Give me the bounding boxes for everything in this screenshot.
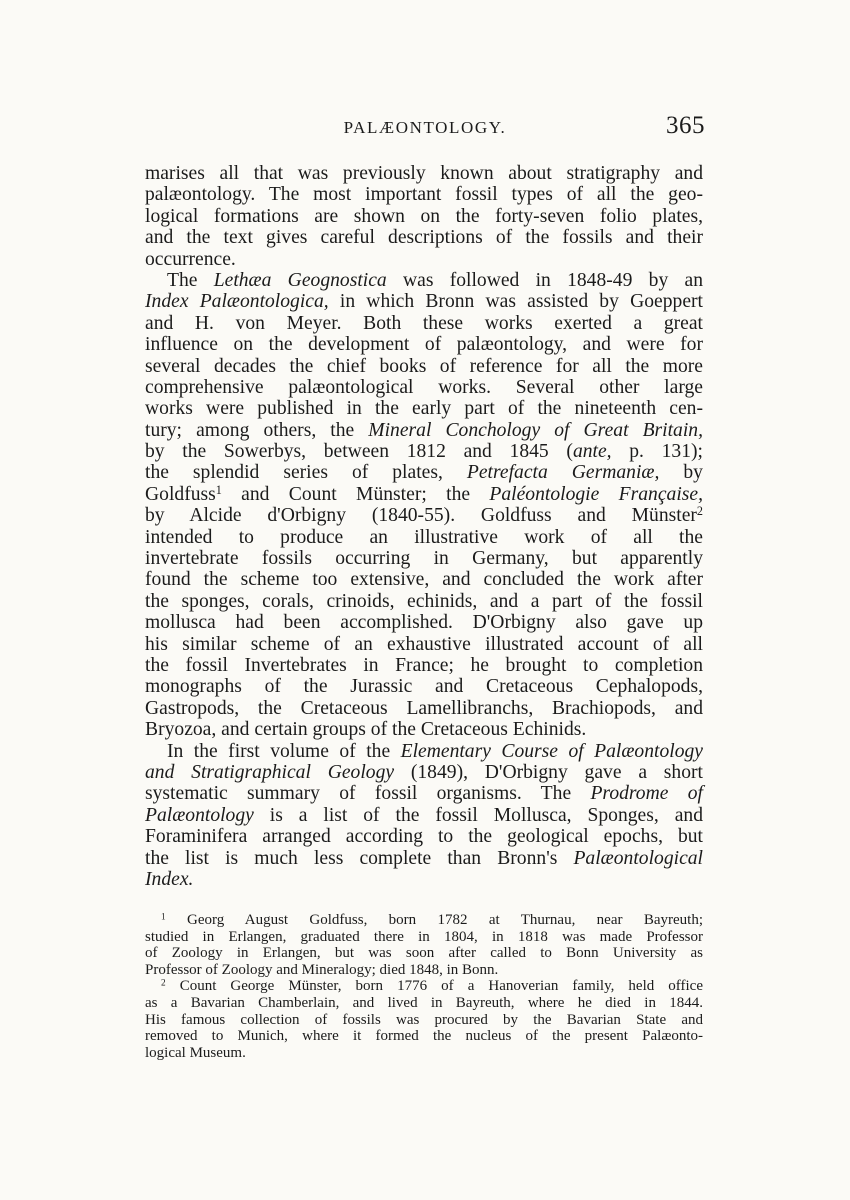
italic-title: Elementary Course of Palæontology — [400, 740, 703, 762]
italic-title: ante, — [572, 441, 612, 463]
body-line — [145, 356, 703, 377]
body-line — [145, 612, 703, 633]
text-run: his similar scheme of an exhaustive illustrated account of all — [145, 633, 703, 655]
body-line — [145, 548, 703, 569]
text-run: p. 131); — [611, 441, 703, 463]
body-line — [145, 441, 703, 462]
footnote-marker: 1 — [215, 482, 222, 497]
page-number: 365 — [666, 112, 705, 139]
body-line — [145, 398, 703, 419]
body-line — [145, 462, 703, 483]
text-run: intended to produce an illustrative work of all the — [145, 526, 703, 548]
text-run: is a list of the fossil Mollusca, Sponges, and — [253, 804, 703, 826]
italic-title: Index. — [145, 868, 194, 890]
text-run: (1849), D'Orbigny gave a short — [394, 761, 703, 783]
body-line — [145, 655, 703, 676]
italic-title: Palæontological — [573, 847, 703, 869]
text-run: palæontology. The most important fossil types of all the geo- — [145, 184, 703, 206]
body-line — [145, 634, 703, 655]
body-line — [145, 334, 703, 355]
text-run: removed to Munich, where it formed the nucleus of the present Palæonto- — [145, 1028, 703, 1045]
text-run: marises all that was previously known about stratigraphy and — [145, 163, 703, 184]
text-run: systematic summary of fossil organisms. The — [145, 783, 591, 805]
italic-title: and Stratigraphical Geology — [145, 761, 395, 783]
footnotes — [145, 912, 703, 1061]
text-run: logical Museum. — [145, 1044, 246, 1061]
text-run: works were published in the early part of the nineteenth cen- — [145, 398, 703, 420]
footnote-line — [145, 945, 703, 962]
text-run: occurrence. — [145, 248, 236, 270]
text-run: Bryozoa, and certain groups of the Cretaceous Echinids. — [145, 719, 587, 741]
text-run: was followed in 1848-49 by an — [386, 269, 703, 291]
body-line — [145, 484, 703, 505]
running-title: PALÆONTOLOGY. — [343, 118, 507, 137]
text-run: by — [659, 462, 703, 484]
italic-title: Prodrome of — [590, 783, 703, 805]
body-line — [145, 184, 703, 205]
text-run: the list is much less complete than Bronn's — [145, 847, 574, 869]
italic-title: Index Palæontologica, — [145, 291, 329, 313]
body-line — [145, 420, 703, 441]
text-run: Count George Münster, born 1776 of a Hanoverian family, held office — [165, 978, 703, 995]
text-run: logical formations are shown on the forty-seven folio plates, — [145, 205, 703, 227]
text-run: His famous collection of fossils was procured by the Bavarian State and — [145, 1011, 703, 1028]
body-line — [145, 676, 703, 697]
body-line — [145, 377, 703, 398]
footnote-line — [145, 978, 703, 995]
footnote-line — [145, 1045, 703, 1062]
text-run: and Count Münster; the — [221, 483, 490, 505]
italic-title: Palæontology — [145, 804, 254, 826]
body-line — [145, 163, 703, 184]
body-line — [145, 591, 703, 612]
body-line — [145, 206, 703, 227]
text-run: studied in Erlangen, graduated there in 1804, in 1818 was made Professor — [145, 928, 703, 945]
body-line — [145, 527, 703, 548]
text-run: influence on the development of palæontology, and were for — [145, 334, 703, 356]
body-line — [145, 569, 703, 590]
text-run: invertebrate fossils occurring in Germany, but apparently — [145, 548, 703, 570]
text-run: and H. von Meyer. Both these works exerted a great — [145, 312, 703, 334]
text-run: tury; among others, the — [145, 419, 369, 441]
footnote-line — [145, 962, 703, 979]
text-run: Gastropods, the Cretaceous Lamellibranchs, Brachiopods, and — [145, 697, 703, 719]
body-line — [145, 805, 703, 826]
text-run: the sponges, corals, crinoids, echinids, and a part of the fossil — [145, 590, 703, 612]
italic-title: Paléontologie Française, — [489, 483, 704, 505]
body-line — [145, 270, 703, 291]
body-line — [145, 783, 703, 804]
text-run: by the Sowerbys, between 1812 and 1845 ( — [145, 441, 573, 463]
footnote-line — [145, 1028, 703, 1045]
text-run: comprehensive palæontological works. Several other large — [145, 376, 703, 398]
italic-title: Petrefacta Germaniæ, — [466, 462, 660, 484]
body-line — [145, 291, 703, 312]
text-run: found the scheme too extensive, and concluded the work after — [145, 569, 703, 591]
text-run: Foraminifera arranged according to the geological epochs, but — [145, 826, 703, 848]
body-line — [145, 719, 703, 740]
footnote-line — [145, 929, 703, 946]
text-run: by Alcide d'Orbigny (1840-55). Goldfuss and Münster — [145, 505, 697, 527]
footnote-marker: 2 — [161, 978, 166, 989]
body-line — [145, 869, 703, 890]
body-line — [145, 249, 703, 270]
text-run: as a Bavarian Chamberlain, and lived in Bayreuth, where he died in 1844. — [145, 994, 703, 1011]
text-run: the splendid series of plates, — [145, 462, 467, 484]
text-run: Goldfuss — [145, 483, 216, 505]
body-line — [145, 826, 703, 847]
italic-title: Mineral Conchology of Great Britain, — [368, 419, 703, 441]
text-run: the fossil Invertebrates in France; he brought to completion — [145, 654, 703, 676]
text-run: several decades the chief books of reference for all the more — [145, 355, 703, 377]
text-run: In the first volume of the — [167, 740, 401, 762]
body-line — [145, 505, 703, 526]
text-run: Georg August Goldfuss, born 1782 at Thurnau, near Bayreuth; — [165, 912, 703, 928]
body-text — [145, 163, 703, 890]
footnote-line — [145, 912, 703, 929]
footnote-marker: 2 — [696, 504, 703, 519]
body-line — [145, 313, 703, 334]
text-run: mollusca had been accomplished. D'Orbigny also gave up — [145, 612, 703, 634]
footnote-line — [145, 995, 703, 1012]
body-line — [145, 741, 703, 762]
text-run: in which Bronn was assisted by Goeppert — [328, 291, 703, 313]
body-line — [145, 698, 703, 719]
footnote-line — [145, 1012, 703, 1029]
text-run: The — [167, 269, 214, 291]
page-header — [145, 112, 705, 152]
body-line — [145, 227, 703, 248]
body-line — [145, 762, 703, 783]
text-run: Professor of Zoology and Mineralogy; died 1848, in Bonn. — [145, 961, 499, 978]
footnote-marker: 1 — [161, 912, 166, 923]
body-line — [145, 848, 703, 869]
italic-title: Lethæa Geognostica — [213, 269, 387, 291]
text-run: monographs of the Jurassic and Cretaceous Cephalopods, — [145, 676, 703, 698]
text-run: and the text gives careful descriptions of the fossils and their — [145, 227, 703, 249]
text-run: of Zoology in Erlangen, but was soon after called to Bonn University as — [145, 945, 703, 962]
